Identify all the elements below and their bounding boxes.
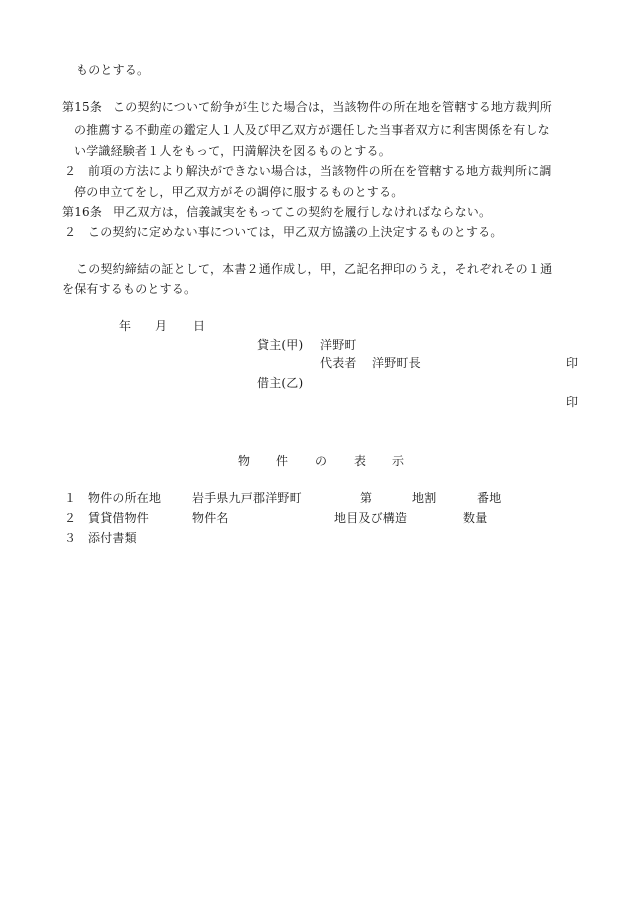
article-15-line-1: この契約について紛争が生じた場合は，当該物件の所在地を管轄する地方裁判所: [113, 100, 552, 114]
representative-label: 代表者: [320, 356, 357, 370]
article-15-line-2: の推薦する不動産の鑑定人１人及び甲乙双方が選任した当事者双方に利害関係を有しな: [74, 123, 550, 137]
article-15-para-2-line-1: 前項の方法により解決ができない場合は，当該物件の所在を管轄する地方裁判所に調: [88, 164, 552, 178]
article-15-line-3: い学識経験者１人をもって，円満解決を図るものとする。: [74, 144, 391, 158]
property-title-char-5: 示: [392, 454, 405, 468]
seal-mark-borrower: 印: [566, 395, 579, 409]
seal-mark-lender: 印: [566, 356, 579, 370]
date-year: 年: [119, 319, 132, 333]
property-item-2-label: 賃貸借物件: [88, 511, 150, 525]
property-title-char-1: 物: [238, 454, 251, 468]
article-16-para-2-number: ２: [64, 225, 77, 239]
property-item-2-number: ２: [64, 511, 77, 525]
property-item-3-label: 添付書類: [88, 531, 137, 545]
property-title-char-2: 件: [276, 454, 289, 468]
property-item-3-number: ３: [64, 531, 77, 545]
property-title-char-3: の: [315, 454, 328, 468]
article-15-para-2-line-2: 停の申立てをし，甲乙双方がその調停に服するものとする。: [74, 185, 404, 199]
closing-line-2: を保有するものとする。: [62, 282, 197, 296]
closing-line-1: この契約締結の証として，本書２通作成し，甲，乙記名押印のうえ，それぞれその１通: [76, 262, 553, 276]
property-quantity-label: 数量: [463, 511, 488, 525]
article-15-heading: 第15条: [62, 100, 103, 114]
date-day: 日: [193, 319, 206, 333]
date-month: 月: [155, 319, 168, 333]
property-location-chiwari: 地割: [412, 491, 437, 505]
property-location-value: 岩手県九戸郡洋野町: [192, 491, 302, 505]
article-16-line-1: 甲乙双方は，信義誠実をもってこの契約を履行しなければならない。: [113, 205, 492, 219]
property-location-banchi: 番地: [477, 491, 502, 505]
article-16-para-2-line-1: この契約に定めない事については，甲乙双方協議の上決定するものとする。: [88, 225, 503, 239]
article-15-para-2-number: ２: [64, 164, 77, 178]
lender-name: 洋野町: [320, 338, 357, 352]
property-location-dai: 第: [360, 491, 373, 505]
lender-label: 貸主(甲): [257, 338, 304, 352]
article-16-heading: 第16条: [62, 205, 103, 219]
property-name-label: 物件名: [192, 511, 229, 525]
continued-text: ものとする。: [76, 63, 150, 77]
property-structure-label: 地目及び構造: [334, 511, 408, 525]
property-title-char-4: 表: [354, 454, 367, 468]
borrower-label: 借主(乙): [257, 376, 304, 390]
property-item-1-label: 物件の所在地: [88, 491, 162, 505]
representative-name: 洋野町長: [372, 356, 421, 370]
property-item-1-number: １: [64, 491, 77, 505]
